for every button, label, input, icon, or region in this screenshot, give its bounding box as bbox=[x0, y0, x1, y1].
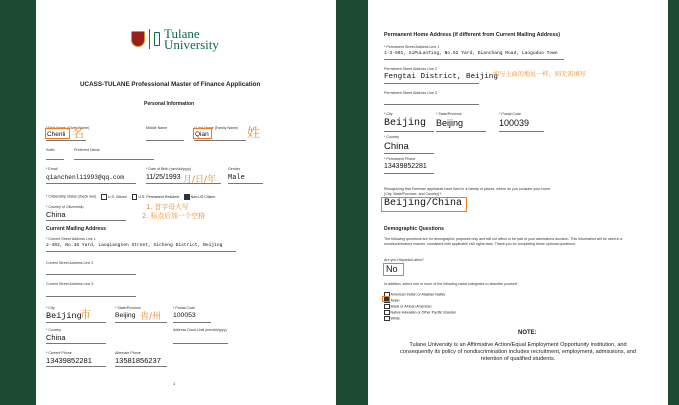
postal-value[interactable]: 100053 bbox=[173, 312, 196, 319]
state-annotation: 省/州 bbox=[140, 312, 162, 322]
last-name-annotation: 姓 bbox=[247, 126, 261, 141]
first-name-label: * First Name (Given Name) bbox=[46, 126, 90, 130]
race-option-american-indian[interactable]: American Indian or Alaskan Native bbox=[384, 292, 456, 298]
current-phone-label: * Current Phone bbox=[46, 351, 72, 355]
section-demographic-questions: Demographic Questions bbox=[384, 226, 444, 232]
perm-street2-label: Permanent Street Address Line 2 bbox=[384, 67, 437, 71]
mailing-street3-label: Current Street Address Line 3 bbox=[46, 282, 94, 286]
checkbox-icon[interactable] bbox=[101, 194, 107, 200]
middle-name-label: Middle Name bbox=[146, 126, 168, 130]
country-value[interactable]: China bbox=[46, 333, 66, 342]
race-option-pacific-islander[interactable]: Native Hawaiian or Other Pacific Islander bbox=[384, 310, 456, 316]
suffix-label: Suffix bbox=[46, 148, 55, 152]
dob-label: * Date of Birth (mm/dd/yyyy) bbox=[146, 167, 191, 171]
perm-phone-value[interactable]: 13439852281 bbox=[384, 163, 427, 170]
perm-street2-value[interactable]: Fengtai District, Beijing bbox=[384, 73, 498, 81]
race-option-black[interactable]: Black or African American bbox=[384, 304, 456, 310]
dob-value[interactable]: 11/25/1993 bbox=[146, 174, 181, 181]
perm-city-value[interactable]: Beijing bbox=[384, 118, 427, 129]
race-option-white[interactable]: White bbox=[384, 316, 456, 322]
dob-annotation: 月/日/年 bbox=[183, 175, 217, 185]
citizenship-status-label: * Citizenship status (check one) bbox=[46, 194, 97, 199]
city-annotation: 市 bbox=[80, 308, 91, 321]
address-good-until-label: Address Good Until (mm/dd/yyyy) bbox=[173, 328, 227, 332]
country-citizenship-value[interactable]: China bbox=[46, 210, 66, 219]
race-prompt: In addition, select one or more of the following racial categories to describe yourself: bbox=[384, 282, 518, 286]
email-label: * Email bbox=[46, 167, 58, 171]
city-value[interactable]: Beijing bbox=[46, 311, 82, 321]
tulane-t-icon bbox=[154, 32, 160, 46]
demographic-intro-text: The following questions are for demographic purposes only and will not affect or be part of your admissions decision. This information will be used in a nondiscriminatory manner, consistent with applicable civil rights laws. Thank you for completing these optional questions. bbox=[384, 237, 623, 246]
perm-city-label: * City bbox=[384, 112, 393, 116]
application-page-1 bbox=[36, 0, 336, 405]
checkbox-icon[interactable] bbox=[384, 316, 390, 322]
email-value[interactable]: qianchenli1993@qq.com bbox=[46, 174, 124, 181]
gender-label: Gender bbox=[228, 167, 240, 171]
application-title: UCASS-TULANE Professional Master of Finance Application bbox=[80, 81, 261, 88]
gender-value[interactable]: Male bbox=[228, 174, 245, 182]
last-name-highlight bbox=[193, 128, 212, 139]
first-name-highlight bbox=[45, 128, 70, 139]
hispanic-highlight bbox=[383, 263, 404, 276]
perm-street1-value[interactable]: 1-3-501, XiPuLanTing, No.52 Yard, Dianchang Road, Laoguduo Town bbox=[384, 51, 558, 56]
tulane-logo bbox=[131, 28, 219, 50]
permanent-address-title: Permanent Home Address (if different from Current Mailing Address) bbox=[384, 32, 561, 38]
option-us-permanent-resident[interactable]: U.S. Permanent Resident bbox=[132, 195, 179, 199]
same-address-annotation: 如与上面的地址一样，则无需填写 bbox=[493, 71, 586, 78]
preferred-name-label: Preferred Name bbox=[74, 148, 100, 152]
perm-country-label: * Country bbox=[384, 135, 399, 139]
application-page-2 bbox=[368, 0, 668, 405]
perm-phone-label: * Permanent Phone bbox=[384, 157, 416, 161]
crest-icon bbox=[131, 31, 145, 47]
state-label: * State/Province bbox=[115, 306, 141, 310]
perm-state-value[interactable]: Beijing bbox=[436, 118, 464, 128]
alternate-phone-value[interactable]: 13581856237 bbox=[115, 356, 161, 365]
mailing-street2-label: Current Street Address Line 2 bbox=[46, 261, 94, 265]
perm-postal-value[interactable]: 100039 bbox=[499, 118, 530, 128]
alternate-phone-label: Alternate Phone bbox=[115, 351, 141, 355]
tip-space-after-punctuation: 2. 标点后加一个空格 bbox=[142, 212, 206, 220]
perm-state-label: * State/Province bbox=[436, 112, 462, 116]
first-name-annotation: 名 bbox=[72, 126, 85, 140]
last-name-value[interactable]: Qian bbox=[195, 131, 209, 138]
home-value-highlight bbox=[381, 197, 467, 212]
checkbox-icon[interactable] bbox=[384, 310, 390, 316]
postal-label: * Postal Code bbox=[173, 306, 195, 310]
last-name-label: * Last Name (Family Name) bbox=[194, 126, 239, 130]
section-personal-information: Personal Information bbox=[144, 101, 195, 107]
checkbox-icon[interactable] bbox=[384, 304, 390, 310]
option-us-citizen[interactable]: U.S. Citizen bbox=[101, 195, 126, 199]
page-number: 1 bbox=[173, 381, 176, 386]
mailing-street1-value[interactable]: 2-402, No.38 Yard, Laoqiangsen Street, Xicheng District, Beijing bbox=[46, 243, 223, 248]
asian-highlight bbox=[382, 296, 390, 302]
home-question-text: Recognizing that Freeman applicants have lived in a variety of places, where do you consider your home bbox=[384, 187, 551, 191]
city-label: * City bbox=[46, 306, 55, 310]
perm-street3-label: Permanent Street Address Line 3 bbox=[384, 91, 437, 95]
mailing-street1-label: * Current Street Address Line 1 bbox=[46, 237, 96, 241]
checkbox-icon[interactable] bbox=[132, 194, 138, 200]
perm-postal-label: * Postal Code bbox=[499, 112, 521, 116]
logo-text-university: University bbox=[164, 37, 219, 52]
current-phone-value[interactable]: 13439852281 bbox=[46, 356, 92, 365]
citizenship-status-row bbox=[46, 194, 215, 200]
checkbox-checked-icon[interactable] bbox=[184, 194, 190, 200]
option-non-us-citizen[interactable]: Non-US Citizen bbox=[184, 195, 215, 199]
tip-capitalize: 1. 首字母大写 bbox=[146, 203, 189, 211]
country-citizenship-label: * Country of Citizenship bbox=[46, 205, 84, 209]
perm-street1-label: * Permanent Street Address Line 1 bbox=[384, 45, 440, 49]
state-value[interactable]: Beijing bbox=[115, 312, 136, 319]
perm-country-value[interactable]: China bbox=[384, 141, 409, 152]
section-mailing-address: Current Mailing Address bbox=[46, 226, 107, 232]
country-label: * Country bbox=[46, 328, 61, 332]
home-value[interactable]: Beijing/China bbox=[384, 198, 463, 209]
first-name-value[interactable]: Chenli bbox=[47, 131, 66, 138]
note-title: NOTE: bbox=[518, 330, 537, 336]
logo-text-tulane: Tulane bbox=[164, 26, 200, 41]
race-option-asian[interactable]: Asian bbox=[384, 298, 456, 304]
note-text: Tulane University is an Affirmative Action/Equal Employment Opportunity institution, and consequently its policy of nondiscrimination includes recruitment, employment, admissions, and retention of qualified students. bbox=[400, 342, 636, 362]
hispanic-question: Are you Hispanic/Latino? bbox=[384, 258, 424, 262]
race-options bbox=[384, 292, 456, 322]
hispanic-value[interactable]: No bbox=[386, 264, 398, 274]
home-question-sub: (City, State/Province, and Country)? bbox=[384, 192, 442, 196]
